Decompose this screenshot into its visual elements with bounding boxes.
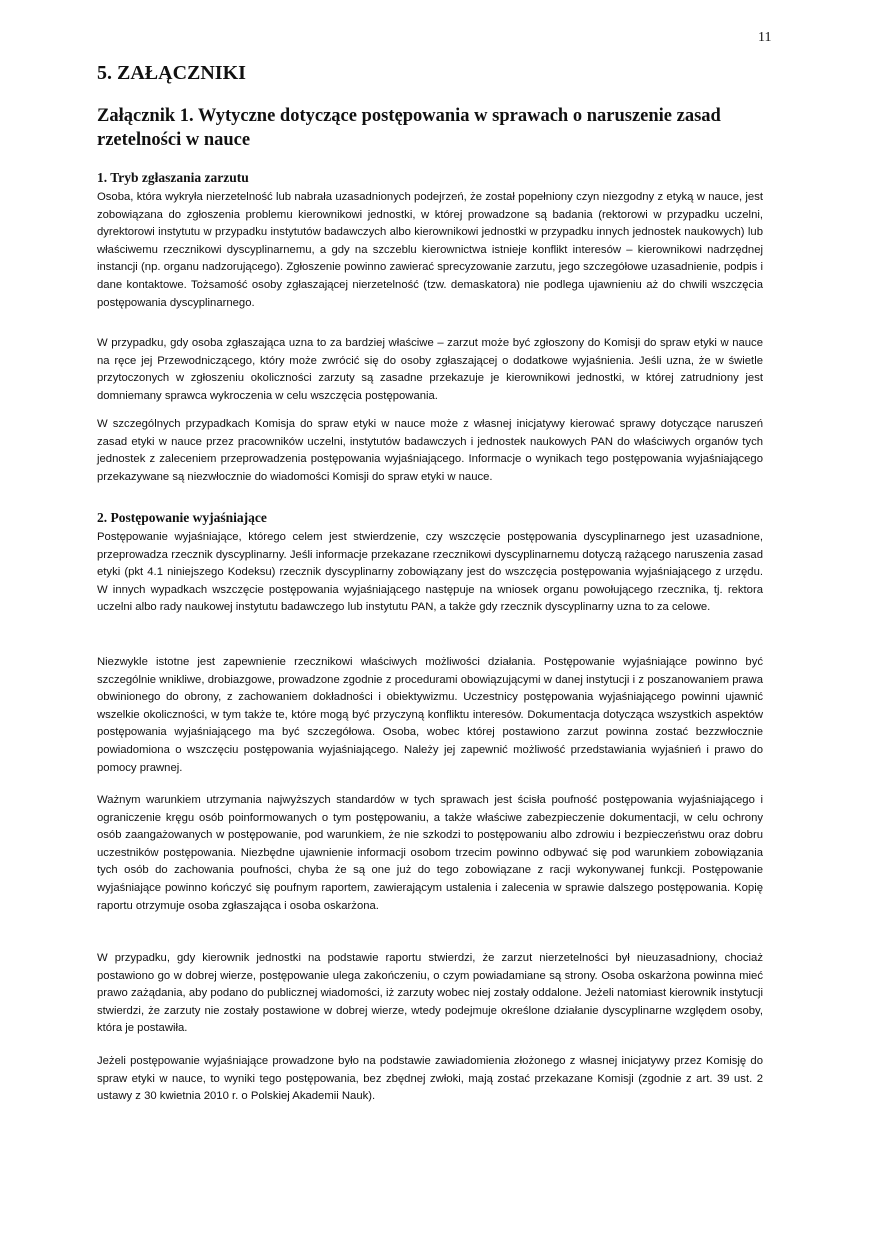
paragraph: Jeżeli postępowanie wyjaśniające prowadzone było na podstawie zawiadomienia złożonego z własnej inicjatywy przez Komisję do spraw etyki w nauce, to wyniki tego postępowania, bez zbędnej zwłoki, mają zostać przekazane Komisji (zgodnie z art. 39 ust. 2 ustawy z 30 kwietnia 2010 r. o Polskiej Akademii Nauk). [97,1055,763,1103]
page-number: 11 [758,30,772,45]
paragraph: W przypadku, gdy kierownik jednostki na podstawie raportu stwierdzi, że zarzut nierzetelności był nieuzasadniony, chociaż postawiono go w dobrej wierze, postępowanie ulega zakończeniu, o czym powiadamiane są strony. Osoba oskarżona powinna mieć prawo zażądania, aby podano do publicznej wiadomości, iż zarzuty wobec niej zostały oddalone. Jeżeli natomiast kierownik instytucji stwierdzi, że zarzuty nie zostały postawione w dobrej wierze, wtedy podejmuje określone działanie dyscyplinarne względem osoby, która je postawiła. [97,952,763,1035]
paragraph: W szczególnych przypadkach Komisja do spraw etyki w nauce może z własnej inicjatywy kierować sprawy dotyczące naruszeń zasad etyki w nauce przez pracowników uczelni, instytutów badawczych i jednostek naukowych PAN do właściwych organów tych jednostek z zaleceniem przeprowadzenia postępowania wyjaśniającego. Informacje o wynikach tego postępowania wyjaśniającego przekazywane są niezwłocznie do wiadomości Komisji do spraw etyki w nauce. [97,418,763,483]
annex-title: Załącznik 1. Wytyczne dotyczące postępowania w sprawach o naruszenie zasad rzetelności w nauce [97,106,721,150]
paragraph: Osoba, która wykryła nierzetelność lub nabrała uzasadnionych podejrzeń, że został popełniony czyn niezgodny z etyką w nauce, jest zobowiązana do zgłoszenia problemu kierownikowi jednostki, w której prowadzone są badania (rektorowi w przypadku uczelni, dyrektorowi instytutu w przypadku instytutów badawczych albo kierownikowi jednostki w przypadku innych jednostek naukowych) lub właściwemu rzecznikowi dyscyplinarnemu, a gdy na szczeblu kierownictwa istnieje konflikt interesów – kierownikowi nadrzędnej instancji (np. organu nadzorującego). Zgłoszenie powinno zawierać sprecyzowanie zarzutu, jego szczegółowe uzasadnienie, podpis i dane kontaktowe. Tożsamość osoby zgłaszającej nierzetelność (tzw. demaskatora) nie podlega ujawnieniu aż do chwili wszczęcia postępowania dyscyplinarnego. [97,191,763,309]
paragraph: Niezwykle istotne jest zapewnienie rzecznikowi właściwych możliwości działania. Postępowanie wyjaśniające powinno być szczególnie wnikliwe, drobiazgowe, prowadzone zgodnie z procedurami obowiązującymi w danej instytucji i z poszanowaniem prawa obwinionego do obrony, z zachowaniem dokładności i obiektywizmu. Uczestnicy postępowania wyjaśniającego powinni ujawnić wszelkie okoliczności, w tym także te, które mogą być przyczyną konfliktu interesów. Dokumentacja dotycząca wszystkich aspektów postępowania wyjaśniającego ma być szczegółowa. Osoba, wobec której postawiono zarzut powinna zostać bezzwłocznie powiadomiona o wszczęciu postępowania wyjaśniającego. Należy jej zapewnić możliwość przedstawiania wyjaśnień i prawo do pomocy prawnej. [97,656,763,774]
paragraph: Ważnym warunkiem utrzymania najwyższych standardów w tych sprawach jest ścisła poufność postępowania wyjaśniającego i ograniczenie kręgu osób poinformowanych o tym postępowaniu, a także właściwe zabezpieczenie dokumentacji, w celu ochrony osób zaangażowanych w postępowanie, pod warunkiem, że nie szkodzi to postępowaniu albo zdrowiu i bezpieczeństwu oraz dobru uczestników postępowania. Niezbędne ujawnienie informacji osobom trzecim powinno odbywać się pod warunkiem zobowiązania tych osób do zachowania poufności, chyba że są one już do tego zobowiązane z racji wykonywanej funkcji. Postępowanie wyjaśniające powinno kończyć się poufnym raportem, zawierającym ustalenia i zalecenia w sprawie dalszego postępowania. Kopię raportu otrzymuje osoba zgłaszająca i osoba oskarżona. [97,794,763,912]
paragraph: Postępowanie wyjaśniające, którego celem jest stwierdzenie, czy wszczęcie postępowania dyscyplinarnego jest uzasadnione, przeprowadza rzecznik dyscyplinarny. Jeśli informacje przekazane rzecznikowi dyscyplinarnemu dotyczą rażącego naruszenia zasad etyki (pkt 4.1 niniejszego Kodeksu) rzecznik dyscyplinarny zobowiązany jest do wszczęcia postępowania wyjaśniającego z urzędu. W innych wypadkach wszczęcie postępowania wyjaśniającego następuje na wniosek organu powołującego rzecznika, tj. rektora uczelni albo rady naukowej instytutu badawczego lub instytutu PAN, a także gdy rzecznik dyscyplinarny uzna to za celowe. [97,531,763,614]
section-1-heading: 1. Tryb zgłaszania zarzutu [97,170,249,185]
section-2-heading: 2. Postępowanie wyjaśniające [97,510,267,525]
paragraph: W przypadku, gdy osoba zgłaszająca uzna to za bardziej właściwe – zarzut może być zgłoszony do Komisji do spraw etyki w nauce na ręce jej Przewodniczącego, który może zwrócić się do osoby zgłaszającej o dodatkowe wyjaśnienia. Jeśli uzna, że w świetle przytoczonych w zgłoszeniu okoliczności zarzuty są zasadne przekazuje je kierownikowi jednostki, w której zatrudniony jest domniemany sprawca wykroczenia w celu wszczęcia postępowania. [97,337,763,402]
section-title: 5. ZAŁĄCZNIKI [97,62,246,84]
